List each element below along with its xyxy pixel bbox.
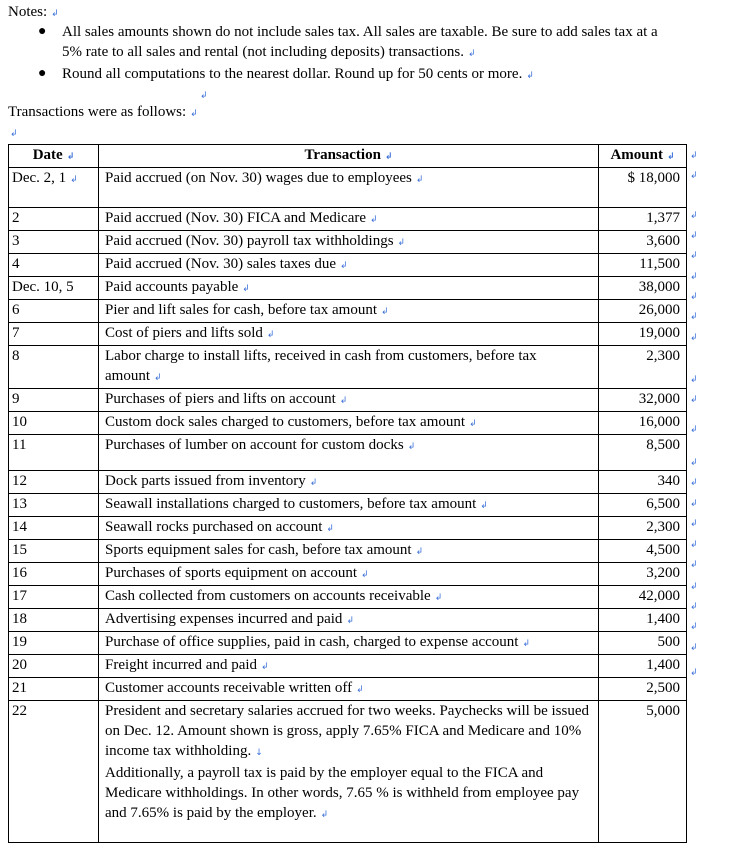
bullet-icon: ●: [38, 24, 47, 39]
row-date: 8: [9, 346, 99, 389]
row-amount: 32,000: [599, 389, 687, 412]
row-date: 4: [9, 254, 99, 277]
table-row: [9, 300, 687, 323]
notes-title: Notes: ↲: [8, 4, 59, 20]
table-row: [9, 494, 687, 517]
table-row: [9, 586, 687, 609]
table-row: [9, 678, 687, 701]
row-transaction: Customer accounts receivable written off ↲: [99, 678, 599, 701]
header-date: Date ↲: [9, 145, 99, 168]
row-transaction: Sports equipment sales for cash, before tax amount ↲: [99, 540, 599, 563]
row-amount: 1,400: [599, 655, 687, 678]
row-date: 7: [9, 323, 99, 346]
row-amount: 340: [599, 471, 687, 494]
row-amount: 42,000: [599, 586, 687, 609]
header-amount: Amount ↲: [599, 145, 687, 168]
row-transaction: Paid accrued (Nov. 30) sales taxes due ↲: [99, 254, 599, 277]
row-date: 16: [9, 563, 99, 586]
row-transaction: Paid accrued (Nov. 30) payroll tax withholdings ↲: [99, 231, 599, 254]
row-date: 14: [9, 517, 99, 540]
row-amount: 2,500: [599, 678, 687, 701]
table-row: [9, 168, 687, 208]
row-amount: 19,000: [599, 323, 687, 346]
table-row: [9, 471, 687, 494]
row-transaction: Seawall installations charged to customers, before tax amount ↲: [99, 494, 599, 517]
row-amount: 2,300: [599, 517, 687, 540]
table-row: [9, 540, 687, 563]
note-bullet-1: All sales amounts shown do not include sales tax. All sales are taxable. Be sure to add sales tax at a 5% rate to all sales and rental (not including deposits) transactions. ↲: [62, 24, 658, 60]
row-amount: 1,377: [599, 208, 687, 231]
row-transaction: Pier and lift sales for cash, before tax amount ↲: [99, 300, 599, 323]
table-row: [9, 435, 687, 471]
table-row: [9, 655, 687, 678]
row-transaction: Freight incurred and paid ↲: [99, 655, 599, 678]
row-amount: 8,500: [599, 435, 687, 471]
table-row: [9, 323, 687, 346]
row-amount: 16,000: [599, 412, 687, 435]
return-mark-icon: ↲: [467, 49, 476, 59]
table-row: [9, 701, 687, 843]
row-date: Dec. 10, 5: [9, 277, 99, 300]
return-mark-icon: ↲: [190, 109, 198, 119]
row-date: 22: [9, 701, 99, 843]
row-transaction: Seawall rocks purchased on account ↲: [99, 517, 599, 540]
return-mark-icon: ↲: [10, 129, 18, 139]
table-row: [9, 563, 687, 586]
row-date: 13: [9, 494, 99, 517]
row-transaction: Paid accounts payable ↲: [99, 277, 599, 300]
transactions-intro: Transactions were as follows: ↲: [8, 104, 198, 120]
row-transaction: Paid accrued (Nov. 30) FICA and Medicare ↲: [99, 208, 599, 231]
row-transaction: Advertising expenses incurred and paid ↲: [99, 609, 599, 632]
return-mark-icon: ↲: [200, 91, 208, 101]
table-header-row: [9, 145, 687, 168]
row-amount: 3,600: [599, 231, 687, 254]
down-arrow-icon: ↓: [255, 748, 263, 758]
row-amount: 5,000: [599, 701, 687, 843]
table-row: [9, 389, 687, 412]
table-row: [9, 412, 687, 435]
row-date: 6: [9, 300, 99, 323]
row-date: 10: [9, 412, 99, 435]
table-row: [9, 632, 687, 655]
row-date: 18: [9, 609, 99, 632]
row-transaction: Purchase of office supplies, paid in cash, charged to expense account ↲: [99, 632, 599, 655]
row-transaction: Purchases of lumber on account for custom docks ↲: [99, 435, 599, 471]
row-transaction: Dock parts issued from inventory ↲: [99, 471, 599, 494]
header-transaction: Transaction ↲: [99, 145, 599, 168]
row-transaction: Cost of piers and lifts sold ↲: [99, 323, 599, 346]
row-transaction: Purchases of sports equipment on account ↲: [99, 563, 599, 586]
row-date: 19: [9, 632, 99, 655]
row-transaction: Labor charge to install lifts, received in cash from customers, before tax amount ↲: [99, 346, 599, 389]
row-date: 15: [9, 540, 99, 563]
row-date: 21: [9, 678, 99, 701]
row-date: 3: [9, 231, 99, 254]
row-date: Dec. 2, 1 ↲: [9, 168, 99, 208]
row-amount: 26,000: [599, 300, 687, 323]
table-row: [9, 609, 687, 632]
row-amount: $ 18,000: [599, 168, 687, 208]
row-date: 20: [9, 655, 99, 678]
row-amount: 2,300: [599, 346, 687, 389]
row-transaction: President and secretary salaries accrued for two weeks. Paychecks will be issued on Dec. 12. Amount shown is gross, apply 7.65% FICA and Medicare and 10% income tax withholding. ↓ Additionally, a payroll tax is paid by the employer equal to the FICA and Medicare withholdings. In other words, 7.65 % is withheld from employee pay and 7.65% is paid by the employer. ↲: [99, 701, 599, 843]
return-mark-icon: ↲: [51, 9, 59, 19]
row-amount: 38,000: [599, 277, 687, 300]
row-amount: 500: [599, 632, 687, 655]
row-date: 17: [9, 586, 99, 609]
row-amount: 4,500: [599, 540, 687, 563]
table-row: [9, 277, 687, 300]
row-date: 12: [9, 471, 99, 494]
row-amount: 11,500: [599, 254, 687, 277]
table-row: [9, 517, 687, 540]
transactions-table: [8, 144, 687, 843]
note-bullet-2: Round all computations to the nearest dollar. Round up for 50 cents or more. ↲: [62, 66, 534, 82]
return-mark-icon: ↲: [526, 71, 534, 81]
table-row: [9, 208, 687, 231]
row-transaction: Custom dock sales charged to customers, before tax amount ↲: [99, 412, 599, 435]
row-amount: 1,400: [599, 609, 687, 632]
bullet-icon: ●: [38, 66, 47, 81]
row-date: 9: [9, 389, 99, 412]
row-amount: 3,200: [599, 563, 687, 586]
row-amount: 6,500: [599, 494, 687, 517]
table-row: [9, 254, 687, 277]
table-row: [9, 346, 687, 389]
row-date: 11: [9, 435, 99, 471]
table-row: [9, 231, 687, 254]
row-transaction: Paid accrued (on Nov. 30) wages due to employees ↲: [99, 168, 599, 208]
row-transaction: Cash collected from customers on accounts receivable ↲: [99, 586, 599, 609]
row-date: 2: [9, 208, 99, 231]
row-transaction: Purchases of piers and lifts on account ↲: [99, 389, 599, 412]
